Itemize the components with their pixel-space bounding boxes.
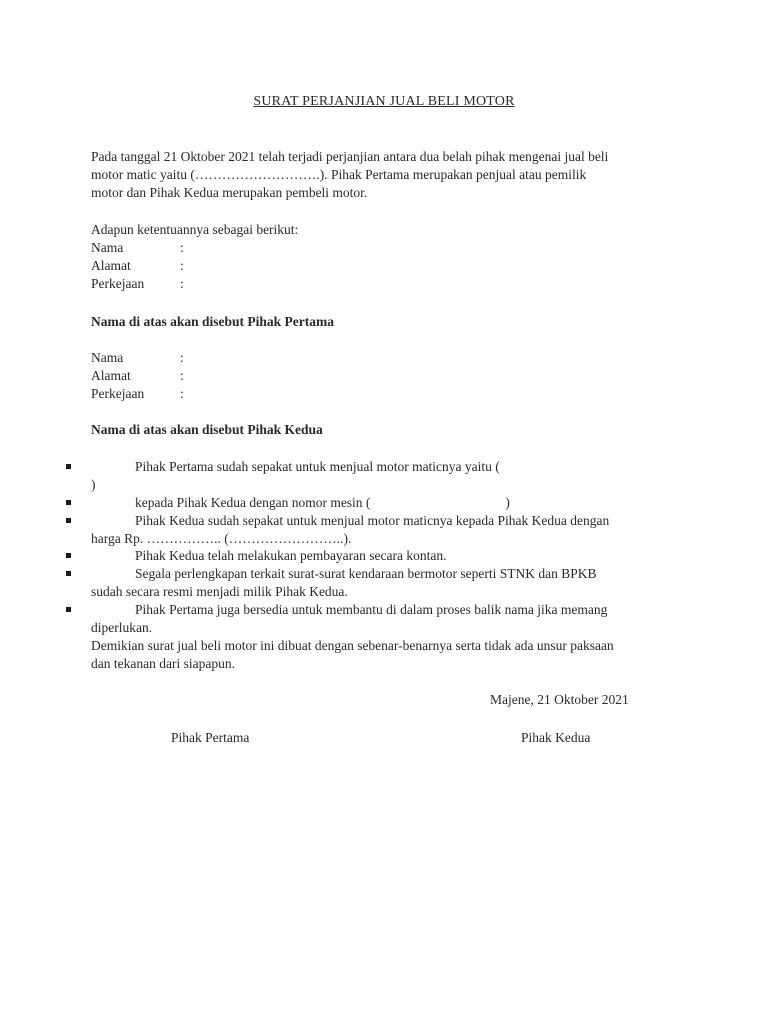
place-date: Majene, 21 Oktober 2021 [490, 692, 629, 707]
bullet-6-line-2: diperlukan. [91, 620, 153, 635]
signature-left-label: Pihak Pertama [171, 730, 250, 745]
bullet-2-line-1: kepada Pihak Kedua dengan nomor mesin ( ) [135, 495, 510, 510]
party2-address-label: Alamat [91, 368, 131, 383]
party1-address-colon: : [180, 258, 184, 273]
closing-line-1: Demikian surat jual beli motor ini dibuat dengan sebenar-benarnya serta tidak ada unsur paksaan [91, 638, 614, 653]
bullet-5-line-1: Segala perlengkapan terkait surat-surat kendaraan bermotor seperti STNK dan BPKB [135, 566, 597, 581]
bullet-square-icon [66, 547, 74, 555]
party1-name-colon: : [180, 240, 184, 255]
party2-job-label: Perkejaan [91, 386, 145, 401]
bullet-1-line-2: ) [91, 477, 96, 492]
party1-address-label: Alamat [91, 258, 131, 273]
party2-heading: Nama di atas akan disebut Pihak Kedua [91, 422, 323, 437]
party1-heading: Nama di atas akan disebut Pihak Pertama [91, 314, 335, 329]
closing-line-2: dan tekanan dari siapapun. [91, 656, 235, 671]
bullet-square-icon [66, 458, 74, 466]
intro-line-3: motor dan Pihak Kedua merupakan pembeli motor. [91, 185, 368, 200]
party1-name-label: Nama [91, 240, 124, 255]
party1-job-colon: : [180, 276, 184, 291]
intro-line-1: Pada tanggal 21 Oktober 2021 telah terjadi perjanjian antara dua belah pihak mengenai jual beli [91, 149, 609, 164]
bullet-3-line-2: harga Rp. …………….. (……………………..). [91, 531, 352, 546]
terms-intro: Adapun ketentuannya sebagai berikut: [91, 222, 299, 237]
signature-right-label: Pihak Kedua [521, 730, 591, 745]
party2-name-label: Nama [91, 350, 124, 365]
bullet-square-icon [66, 601, 74, 609]
intro-line-2: motor matic yaitu (……………………….). Pihak Pertama merupakan penjual atau pemilik [91, 167, 587, 182]
bullet-3-line-1: Pihak Kedua sudah sepakat untuk menjual motor maticnya kepada Pihak Kedua dengan [135, 513, 610, 528]
bullet-4-line-1: Pihak Kedua telah melakukan pembayaran secara kontan. [135, 548, 447, 563]
bullet-6-line-1: Pihak Pertama juga bersedia untuk membantu di dalam proses balik nama jika memang [135, 602, 608, 617]
party2-address-colon: : [180, 368, 184, 383]
bullet-1-line-1: Pihak Pertama sudah sepakat untuk menjual motor maticnya yaitu ( [135, 459, 500, 474]
party1-job-label: Perkejaan [91, 276, 145, 291]
document-title: SURAT PERJANJIAN JUAL BELI MOTOR [253, 94, 515, 109]
bullet-square-icon [66, 494, 74, 502]
party2-name-colon: : [180, 350, 184, 365]
bullet-square-icon [66, 565, 74, 573]
party2-job-colon: : [180, 386, 184, 401]
bullet-5-line-2: sudah secara resmi menjadi milik Pihak Kedua. [91, 584, 348, 599]
bullet-square-icon [66, 512, 74, 520]
